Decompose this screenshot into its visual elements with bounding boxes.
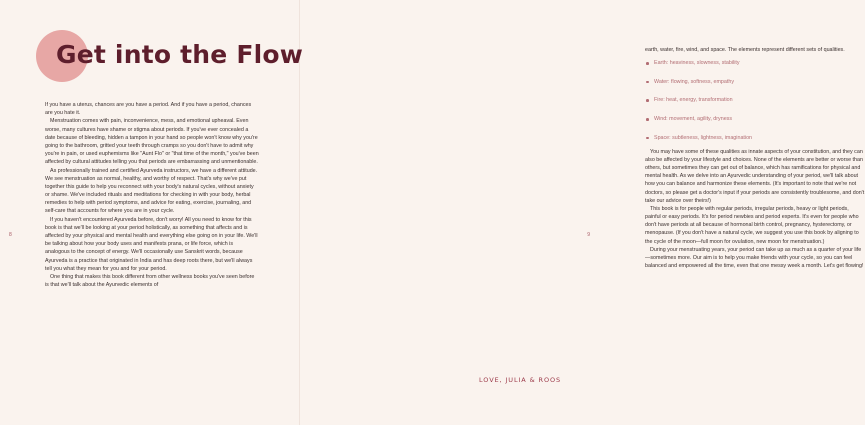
paragraph: During your menstruating years, your period can take up as much as a quarter of your life—sometimes more. Our aim is to help you make friends with your cycle, so you can feel balanced and empowered all the time, even that one messy week a month. Let's get flowing! [645, 246, 864, 270]
paragraph: If you have a uterus, chances are you have a period. And if you have a period, chances are you hate it. [45, 102, 252, 117]
bullet-icon [646, 137, 649, 140]
list-item-text: Wind: movement, agility, dryness [654, 115, 733, 122]
paragraph: As professionally trained and certified Ayurveda instructors, we have a different attitude. We see menstruation as normal, healthy, and worthy of respect. That's why we've put together this guide to help you reconnect with your body's natural cycles, without anxiety or shame. We've included rituals and meditations for checking in with your body, herbal remedies to help with period symptoms, and advice for eating, exercise, journaling, and self-care that accounts for where you are in your cycle. [45, 167, 258, 215]
right-page [300, 0, 865, 425]
left-body-text [45, 101, 259, 289]
page-number-left: 8 [9, 232, 12, 238]
page-number-right: 9 [587, 232, 590, 238]
list-item-text: Earth: heaviness, slowness, stability [654, 60, 740, 67]
list-item [645, 59, 865, 67]
list-item [645, 78, 865, 86]
element-qualities-list [645, 59, 865, 141]
paragraph: Menstruation comes with pain, inconvenience, mess, and emotional upheaval. Even worse, many cultures have shame or stigma about periods. If you've ever concealed a date because of bleeding, hidden a tampon in your hand so people won't know why you're going to the bathroom, gritted your teeth through cramps so you don't have to admit why you're in pain, or used euphemisms like "Aunt Flo" or "that time of the month," you've been affected by cultural attitudes telling you that periods are embarrassing and unmentionable. [45, 118, 259, 166]
paragraph: If you haven't encountered Ayurveda before, don't worry! All you need to know for this book is that we'll be looking at your period holistically, as something that affects and is affected by your physical and mental health and everything else going on in your life. We'll be talking about how your body uses and manifests prana, or life force, which is analogous to the concept of energy. We'll occasionally use Sanskrit words, because Ayurveda is a practice that originated in India and has deep roots there, but we'll always tell you what they mean for you and for your period. [45, 216, 258, 272]
left-page [0, 0, 304, 425]
list-item [645, 96, 865, 104]
bullet-icon [646, 81, 649, 84]
signoff: LOVE, JULIA & ROOS [479, 376, 562, 384]
paragraph: This book is for people with regular periods, irregular periods, heavy or light periods, painful or easy periods. It's for period newbies and period experts. It's even for people who don't have periods at all because of hormonal birth control, pregnancy, hysterectomy, or menopause. (If you don't have a natural cycle, we suggest you use this book by aligning to the cycle of the moon—full moon for ovulation, new moon for menstruation.) [645, 205, 859, 245]
bullet-icon [646, 118, 649, 121]
paragraph: One thing that makes this book different from other wellness books you've seen before is that we'll talk about the Ayurvedic elements of [45, 273, 255, 289]
list-item-text: Water: flowing, softness, empathy [654, 78, 734, 85]
list-item-text: Space: subtleness, lightness, imagination [654, 134, 753, 141]
bullet-icon [646, 99, 649, 102]
paragraph: earth, water, fire, wind, and space. The elements represent different sets of qualities. [645, 47, 845, 53]
paragraph: You may have some of these qualities as innate aspects of your constitution, and they can also be affected by your lifestyle and choices. None of the elements are better or worse than others, but sometimes they can get out of balance, which has ramifications for physical and mental health. As we delve into an Ayurvedic understanding of your period, we'll talk about how you can balance and harmonize these elements. (It's important to note that we're not doctors, so please get a doctor's input if your periods are consistently troublesome, and don't take our advice over theirs!) [645, 148, 865, 204]
list-item-text: Fire: heat, energy, transformation [654, 97, 733, 104]
page-title: Get into the Flow [56, 40, 304, 69]
list-item [645, 115, 865, 123]
list-item [645, 134, 865, 142]
bullet-icon [646, 62, 649, 65]
right-body-text [645, 46, 865, 270]
